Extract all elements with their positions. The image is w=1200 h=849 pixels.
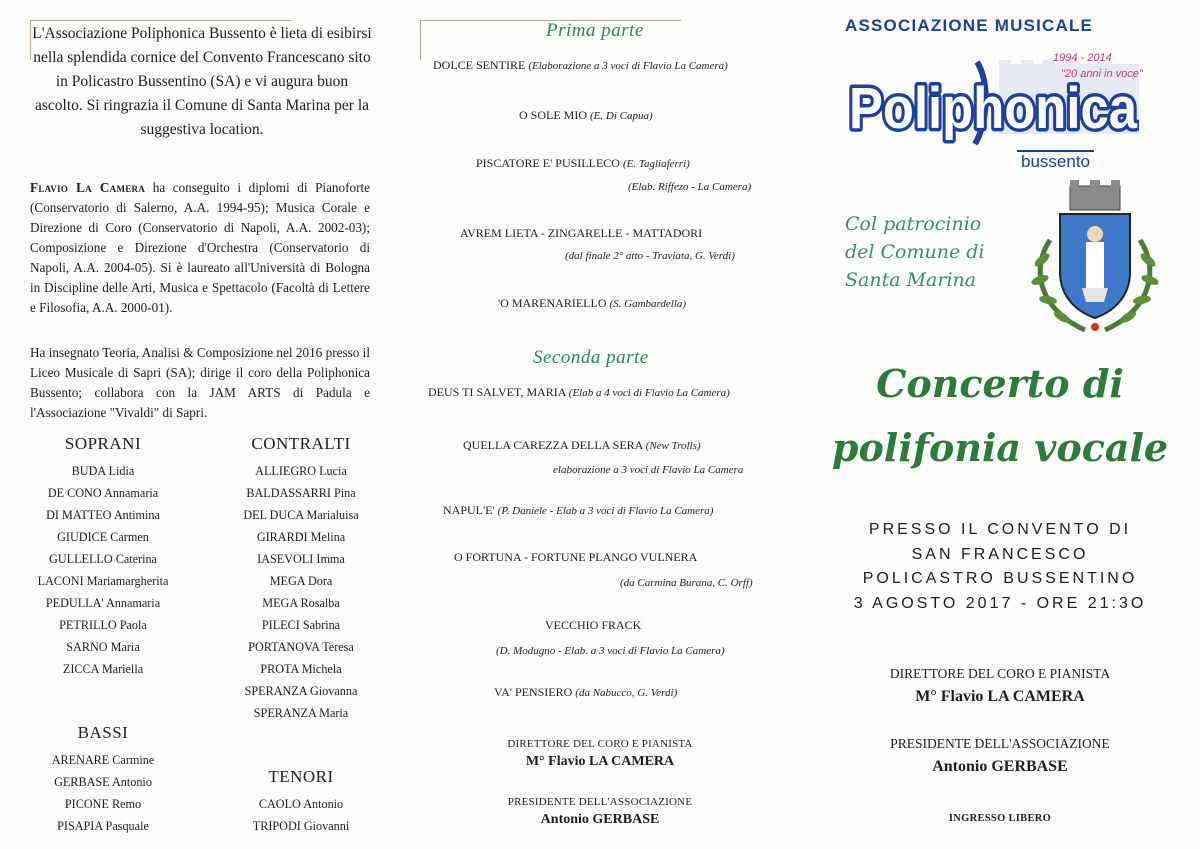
program-credit: (Elab. Riffezo - La Camera)	[628, 181, 752, 193]
tenori-section	[226, 767, 376, 837]
svg-text:Poliphonica: Poliphonica	[849, 76, 1138, 141]
patronage-text: Col patrocinio del Comune di Santa Marina	[845, 213, 985, 291]
president-block	[400, 796, 800, 828]
decorative-rule	[420, 20, 421, 60]
bassi-title: BASSI	[77, 723, 129, 742]
bassi-section	[28, 723, 178, 837]
bio-text: ha conseguito i diplomi di Pianoforte (Conservatorio di Salerno, A.A. 1994-95); Musica Corale e Direzione di Coro (Conservatorio di Napoli, A.A. 2002-03); Composizione e Direzione d'Orchestra (Conservatorio di Napoli, A.A. 2004-05). Si è laureato all'Università di Bologna in Discipline delle Arti, Musica e Spettacolo (Facoltà di Lettere e Filosofia, A.A. 2000-01).	[30, 180, 371, 315]
member-name: PETRILLO Paola	[59, 618, 147, 632]
soprani-section	[28, 434, 178, 680]
member-name: PEDULLA' Annamaria	[45, 596, 161, 610]
logo-subtitle: bussento	[1017, 150, 1094, 172]
member-name: LACONI Mariamargherita	[37, 574, 169, 588]
program-item: VECCHIO FRACK	[545, 618, 642, 632]
part1-title: Prima parte	[546, 20, 644, 41]
director-role: DIRETTORE DEL CORO E PIANISTA	[889, 666, 1111, 681]
free-entry-label: INGRESSO LIBERO	[948, 813, 1052, 824]
program-credit: (dal finale 2° atto - Traviata, G. Verdi)	[565, 250, 735, 262]
part2-title: Seconda parte	[533, 347, 649, 368]
member-name: PICONE Remo	[64, 797, 142, 811]
program-item: AVREM LIETA - ZINGARELLE - MATTADORI	[460, 226, 703, 240]
member-name: IASEVOLI Imma	[257, 552, 345, 566]
member-name: GIRARDI Melina	[256, 530, 346, 544]
program-credit: (D. Modugno - Elab. a 3 voci di Flavio La Camera)	[496, 645, 725, 657]
member-name: TRIPODI Giovanni	[252, 819, 350, 833]
program-item: O SOLE MIO (E. Di Capua)	[519, 108, 653, 122]
logo-years: 1994 - 2014	[1053, 52, 1112, 64]
member-name: ARENARE Carmine	[51, 753, 155, 767]
member-name: PISAPIA Pasquale	[57, 819, 149, 833]
member-name: PROTA Michela	[260, 662, 342, 676]
decorative-rule	[30, 20, 31, 60]
contralti-section	[226, 434, 376, 724]
member-name: GULLELLO Caterina	[49, 552, 157, 566]
member-name: ZICCA Mariella	[62, 662, 144, 676]
director-block	[400, 738, 800, 770]
member-name: DI MATTEO Antimina	[46, 508, 160, 522]
member-name: ALLIEGRO Lucia	[255, 464, 347, 478]
intro-text: L'Associazione Poliphonica Bussento è lieta di esibirsi nella splendida cornice del Convento Francescano sito in Policastro Bussentino (SA) e vi augura buon ascolto. Si ringrazia il Comune di Santa Marina per la suggestiva location.	[32, 25, 372, 138]
venue-info: PRESSO IL CONVENTO DI SAN FRANCESCO POLICASTRO BUSSENTINO 3 AGOSTO 2017 - ORE 21:3O	[853, 521, 1147, 612]
soprani-title: SOPRANI	[64, 434, 142, 453]
president-role: PRESIDENTE DELL'ASSOCIAZIONE	[890, 736, 1110, 751]
cover-panel	[800, 0, 1200, 849]
director-role: DIRETTORE DEL CORO E PIANISTA	[507, 738, 693, 750]
president-block	[800, 736, 1200, 776]
member-name: PORTANOVA Teresa	[248, 640, 354, 654]
program-item: VA' PENSIERO (da Nabucco, G. Verdi)	[494, 685, 678, 699]
program-item: PISCATORE E' PUSILLECO (E. Tagliaferri)	[476, 156, 690, 170]
director-bio	[30, 178, 370, 318]
program-panel	[400, 0, 800, 849]
logo-tagline: "20 anni in voce"	[1061, 68, 1143, 80]
program-credit: (da Carmina Burana, C. Orff)	[620, 577, 753, 589]
program-item: DOLCE SENTIRE (Elaborazione a 3 voci di Flavio La Camera)	[433, 58, 728, 72]
director-name: M° Flavio LA CAMERA	[915, 688, 1085, 705]
member-name: GERBASE Antonio	[54, 775, 152, 789]
member-name: PILECI Sabrina	[261, 618, 341, 632]
svg-text:Poliphonica: Poliphonica	[849, 76, 1138, 141]
program-item: QUELLA CAREZZA DELLA SERA (New Trolls)	[463, 438, 701, 452]
member-name: BUDA Lidia	[71, 464, 135, 478]
program-item: DEUS TI SALVET, MARIA (Elab a 4 voci di Flavio La Camera)	[428, 385, 730, 399]
member-name: CAOLO Antonio	[258, 797, 344, 811]
member-name: MEGA Rosalba	[262, 596, 340, 610]
left-panel	[0, 0, 395, 849]
president-name: Antonio GERBASE	[932, 758, 1068, 775]
member-name: SPERANZA Maria	[253, 706, 349, 720]
president-role: PRESIDENTE DELL'ASSOCIAZIONE	[507, 796, 693, 808]
member-name: MEGA Dora	[269, 574, 333, 588]
member-name: SPERANZA Giovanna	[244, 684, 358, 698]
program-item: 'O MARENARIELLO (S. Gambardella)	[498, 296, 687, 310]
member-name: SARNO Maria	[66, 640, 140, 654]
member-name: BALDASSARRI Pina	[246, 486, 356, 500]
logo-header: ASSOCIAZIONE MUSICALE	[845, 16, 1094, 35]
president-name: Antonio GERBASE	[540, 812, 660, 827]
member-name: DEL DUCA Marialuisa	[243, 508, 359, 522]
municipal-crest-icon	[1030, 180, 1160, 340]
contralti-title: CONTRALTI	[251, 434, 351, 453]
director-bio-2: Ha insegnato Teoria, Analisi & Composizione nel 2016 presso il Liceo Musicale di Sapri (SA); dirige il coro della Poliphonica Bussento; collabora con la JAM ARTS di Padula e l'Associazione "Vivaldi" di Sapri.	[30, 345, 370, 420]
program-credit: elaborazione a 3 voci di Flavio La Camera	[553, 464, 744, 476]
member-name: GIUDICE Carmen	[57, 530, 149, 544]
program-item: O FORTUNA - FORTUNE PLANGO VULNERA	[454, 550, 698, 564]
bio-name: Flavio La Camera	[30, 180, 146, 195]
director-block	[800, 666, 1200, 706]
member-name: DE CONO Annamaria	[47, 486, 159, 500]
director-name: M° Flavio LA CAMERA	[525, 754, 675, 769]
program-item: NAPUL'E' (P. Daniele - Elab a 3 voci di Flavio La Camera)	[443, 503, 714, 517]
association-logo	[845, 10, 1155, 170]
concert-title: Concerto di polifonia vocale	[831, 361, 1169, 470]
tenori-title: TENORI	[268, 767, 334, 786]
